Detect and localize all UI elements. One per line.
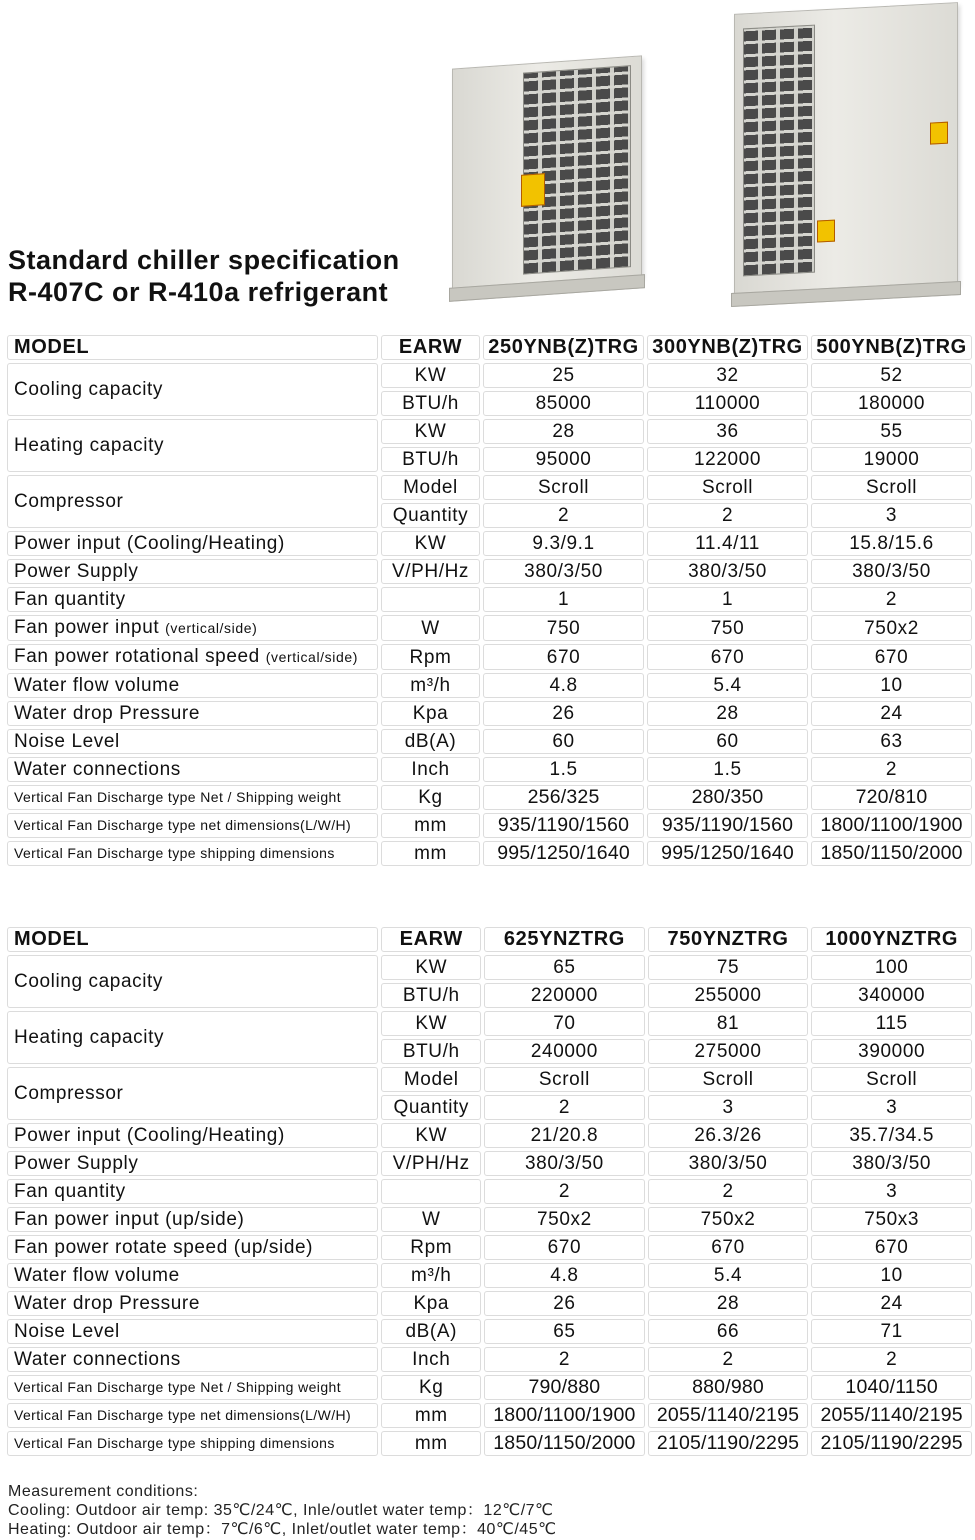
- table-row: [7, 1319, 972, 1344]
- row-unit: Model: [381, 1067, 481, 1092]
- row-label: [7, 757, 378, 782]
- cell-value: 26: [483, 701, 644, 726]
- cell-value: 670: [484, 1235, 645, 1260]
- model-name: 625YNZTRG: [484, 927, 645, 952]
- cell-value: 750x2: [811, 615, 972, 641]
- cell-value: 110000: [647, 391, 808, 416]
- row-unit: m³/h: [381, 673, 480, 698]
- cell-value: 2: [484, 1095, 645, 1120]
- row-unit: KW: [381, 531, 480, 556]
- row-label: [7, 531, 378, 556]
- row-unit: Rpm: [381, 644, 480, 670]
- cell-value: 36: [647, 419, 808, 444]
- title-line-1: Standard chiller specification: [8, 245, 400, 275]
- cell-value: Scroll: [648, 1067, 809, 1092]
- cell-value: 5.4: [648, 1263, 809, 1288]
- cell-value: 2: [648, 1347, 809, 1372]
- chiller-unit-photo-large: [734, 2, 958, 296]
- cell-value: 380/3/50: [484, 1151, 645, 1176]
- cell-value: 11.4/11: [647, 531, 808, 556]
- cell-value: 2: [484, 1179, 645, 1204]
- cell-value: 240000: [484, 1039, 645, 1064]
- row-unit: Quantity: [381, 1095, 481, 1120]
- row-label-text: Fan power rotational speed: [14, 646, 260, 667]
- cell-value: 995/1250/1640: [483, 841, 644, 866]
- cell-value: 122000: [647, 447, 808, 472]
- small-rows: [7, 1375, 972, 1456]
- row-label: [7, 1347, 378, 1372]
- cell-value: Scroll: [811, 1067, 972, 1092]
- row-label-text: Fan power rotate speed (up/side): [14, 1237, 314, 1258]
- cell-value: 750x2: [484, 1207, 645, 1232]
- row-unit: dB(A): [381, 1319, 481, 1344]
- cell-value: 28: [647, 701, 808, 726]
- cell-value: 21/20.8: [484, 1123, 645, 1148]
- row-unit: V/PH/Hz: [381, 559, 480, 584]
- model-name: 500YNB(Z)TRG: [811, 335, 972, 360]
- row-label: [7, 587, 378, 612]
- cell-value: 3: [811, 1179, 972, 1204]
- cell-value: 2: [811, 1347, 972, 1372]
- table-row: [7, 701, 972, 726]
- model-name: 1000YNZTRG: [811, 927, 972, 952]
- cell-value: 60: [647, 729, 808, 754]
- row-unit: mm: [381, 841, 480, 866]
- warning-label-icon: [817, 220, 835, 243]
- cell-value: 15.8/15.6: [811, 531, 972, 556]
- cell-value: 3: [648, 1095, 809, 1120]
- cell-value: 55: [811, 419, 972, 444]
- row-label: Vertical Fan Discharge type shipping dimensions: [7, 841, 378, 866]
- spec-table-1: [4, 332, 975, 869]
- row-unit: V/PH/Hz: [381, 1151, 481, 1176]
- row-label-text: Power input (Cooling/Heating): [14, 533, 285, 554]
- cell-value: 380/3/50: [483, 559, 644, 584]
- table-row: [7, 785, 972, 810]
- table-row: [7, 615, 972, 641]
- row-label: [7, 1151, 378, 1176]
- cell-value: 750x3: [811, 1207, 972, 1232]
- cell-value: 995/1250/1640: [647, 841, 808, 866]
- cell-value: 2105/1190/2295: [811, 1431, 972, 1456]
- cell-value: 790/880: [484, 1375, 645, 1400]
- row-label-text: Fan quantity: [14, 1181, 126, 1202]
- table-row: [7, 729, 972, 754]
- table-header-row: [7, 335, 972, 360]
- model-header: MODEL: [7, 927, 378, 952]
- cell-value: 2: [484, 1347, 645, 1372]
- cell-value: 10: [811, 1263, 972, 1288]
- table-row: [7, 1431, 972, 1456]
- cell-value: 935/1190/1560: [647, 813, 808, 838]
- cell-value: 2055/1140/2195: [811, 1403, 972, 1428]
- cell-value: 26: [484, 1291, 645, 1316]
- cell-value: 5.4: [647, 673, 808, 698]
- row-label: [7, 1319, 378, 1344]
- cell-value: 24: [811, 701, 972, 726]
- row-label-text: Water flow volume: [14, 675, 180, 696]
- cell-value: 1: [483, 587, 644, 612]
- cell-value: 670: [811, 1235, 972, 1260]
- cell-value: 750x2: [648, 1207, 809, 1232]
- cell-value: 280/350: [647, 785, 808, 810]
- cell-value: 720/810: [811, 785, 972, 810]
- table-row: [7, 841, 972, 866]
- row-label-text: Water flow volume: [14, 1265, 180, 1286]
- cell-value: 1800/1100/1900: [484, 1403, 645, 1428]
- row-unit: Inch: [381, 757, 480, 782]
- table-row: [7, 673, 972, 698]
- spec-table-2: [4, 924, 975, 1459]
- cell-value: 32: [647, 363, 808, 388]
- table-row: [7, 1347, 972, 1372]
- cell-value: 2: [811, 757, 972, 782]
- cell-value: 66: [648, 1319, 809, 1344]
- table-row: [7, 559, 972, 584]
- row-unit: W: [381, 1207, 481, 1232]
- cell-value: 2: [648, 1179, 809, 1204]
- cell-value: Scroll: [811, 475, 972, 500]
- row-unit: Kg: [381, 785, 480, 810]
- cell-value: 4.8: [483, 673, 644, 698]
- row-unit: W: [381, 615, 480, 641]
- row-label-text: Power Supply: [14, 1153, 139, 1174]
- cell-value: 1850/1150/2000: [484, 1431, 645, 1456]
- simple-rows: [7, 531, 972, 782]
- unit-header: EARW: [381, 335, 480, 360]
- row-label: [7, 1123, 378, 1148]
- row-label-text: Water drop Pressure: [14, 1293, 200, 1314]
- cell-value: 75: [648, 955, 809, 980]
- row-label-text: Noise Level: [14, 731, 120, 752]
- cell-value: 26.3/26: [648, 1123, 809, 1148]
- cell-value: 380/3/50: [811, 559, 972, 584]
- cell-value: 750: [483, 615, 644, 641]
- table-row: [7, 757, 972, 782]
- cell-value: 670: [647, 644, 808, 670]
- cell-value: 1: [647, 587, 808, 612]
- cell-value: 95000: [483, 447, 644, 472]
- row-unit: mm: [381, 813, 480, 838]
- cell-value: 390000: [811, 1039, 972, 1064]
- conditions-heating: Heating: Outdoor air temp：7℃/6℃, Inlet/outlet water temp：40℃/45℃: [8, 1521, 557, 1538]
- row-label: Heating capacity: [7, 1011, 378, 1064]
- row-label: Compressor: [7, 1067, 378, 1120]
- cell-value: 65: [484, 1319, 645, 1344]
- cell-value: 275000: [648, 1039, 809, 1064]
- cell-value: 70: [484, 1011, 645, 1036]
- small-rows: [7, 785, 972, 866]
- row-label-text: Fan power input (up/side): [14, 1209, 245, 1230]
- cell-value: 670: [483, 644, 644, 670]
- cell-value: 28: [483, 419, 644, 444]
- cell-value: Scroll: [484, 1067, 645, 1092]
- cell-value: 1850/1150/2000: [811, 841, 972, 866]
- table-row: [7, 1207, 972, 1232]
- cell-value: 115: [811, 1011, 972, 1036]
- cell-value: 19000: [811, 447, 972, 472]
- cell-value: 2055/1140/2195: [648, 1403, 809, 1428]
- row-unit: Kpa: [381, 1291, 481, 1316]
- table-row: [7, 1403, 972, 1428]
- model-name: 300YNB(Z)TRG: [647, 335, 808, 360]
- table-row: [7, 1067, 972, 1092]
- row-unit: BTU/h: [381, 391, 480, 416]
- row-label: [7, 559, 378, 584]
- cell-value: 35.7/34.5: [811, 1123, 972, 1148]
- row-label: [7, 729, 378, 754]
- row-label: [7, 673, 378, 698]
- cell-value: 9.3/9.1: [483, 531, 644, 556]
- table-row: [7, 1263, 972, 1288]
- cell-value: 28: [648, 1291, 809, 1316]
- row-label-text: Water drop Pressure: [14, 703, 200, 724]
- cell-value: 255000: [648, 983, 809, 1008]
- row-label: [7, 701, 378, 726]
- row-unit: KW: [381, 955, 481, 980]
- cell-value: 380/3/50: [811, 1151, 972, 1176]
- row-label-text: Power input (Cooling/Heating): [14, 1125, 285, 1146]
- table-row: [7, 1235, 972, 1260]
- row-unit: Kpa: [381, 701, 480, 726]
- cell-value: 2105/1190/2295: [648, 1431, 809, 1456]
- cell-value: 1.5: [483, 757, 644, 782]
- page-title: [8, 244, 400, 308]
- warning-label-icon: [930, 122, 948, 145]
- row-label: [7, 1207, 378, 1232]
- cell-value: 3: [811, 503, 972, 528]
- row-unit: dB(A): [381, 729, 480, 754]
- cell-value: 1.5: [647, 757, 808, 782]
- row-label: Heating capacity: [7, 419, 378, 472]
- warning-label-icon: [521, 173, 545, 207]
- row-unit: mm: [381, 1431, 481, 1456]
- cell-value: 24: [811, 1291, 972, 1316]
- row-label: Cooling capacity: [7, 955, 378, 1008]
- table-row: [7, 1123, 972, 1148]
- table-header-row: [7, 927, 972, 952]
- row-unit: KW: [381, 363, 480, 388]
- table-row: [7, 1291, 972, 1316]
- unit-base: [731, 281, 961, 307]
- model-name: 750YNZTRG: [648, 927, 809, 952]
- cell-value: 380/3/50: [648, 1151, 809, 1176]
- table-row: [7, 587, 972, 612]
- row-label: Vertical Fan Discharge type net dimensions(L/W/H): [7, 813, 378, 838]
- cell-value: Scroll: [647, 475, 808, 500]
- table-row: [7, 955, 972, 980]
- row-label: [7, 1179, 378, 1204]
- table-row: [7, 1375, 972, 1400]
- row-unit: KW: [381, 419, 480, 444]
- row-label-text: Water connections: [14, 1349, 181, 1370]
- unit-header: EARW: [381, 927, 481, 952]
- cell-value: 670: [648, 1235, 809, 1260]
- cell-value: 85000: [483, 391, 644, 416]
- cell-value: 1040/1150: [811, 1375, 972, 1400]
- row-unit: [381, 587, 480, 612]
- row-label: Vertical Fan Discharge type net dimensions(L/W/H): [7, 1403, 378, 1428]
- row-unit: Kg: [381, 1375, 481, 1400]
- table-row: [7, 475, 972, 500]
- table-row: [7, 531, 972, 556]
- conditions-cooling: Cooling: Outdoor air temp: 35℃/24℃, Inle/outlet water temp：12℃/7℃: [8, 1502, 554, 1519]
- simple-rows: [7, 1123, 972, 1372]
- row-label: Vertical Fan Discharge type Net / Shipping weight: [7, 1375, 378, 1400]
- row-unit: BTU/h: [381, 447, 480, 472]
- cell-value: 60: [483, 729, 644, 754]
- cell-value: 52: [811, 363, 972, 388]
- fan-grille: [523, 65, 631, 275]
- cell-value: 220000: [484, 983, 645, 1008]
- row-label: [7, 1263, 378, 1288]
- row-unit: KW: [381, 1123, 481, 1148]
- table-row: [7, 1179, 972, 1204]
- row-unit: KW: [381, 1011, 481, 1036]
- table-row: [7, 644, 972, 670]
- row-label-note: (vertical/side): [265, 649, 358, 665]
- cell-value: 880/980: [648, 1375, 809, 1400]
- row-label: Compressor: [7, 475, 378, 528]
- row-label: [7, 1235, 378, 1260]
- model-header: MODEL: [7, 335, 378, 360]
- row-label-text: Power Supply: [14, 561, 139, 582]
- cell-value: 340000: [811, 983, 972, 1008]
- cell-value: 2: [811, 587, 972, 612]
- cell-value: 380/3/50: [647, 559, 808, 584]
- row-label-text: Fan power input: [14, 617, 160, 638]
- row-label-text: Noise Level: [14, 1321, 120, 1342]
- cell-value: 2: [647, 503, 808, 528]
- row-unit: m³/h: [381, 1263, 481, 1288]
- row-unit: Model: [381, 475, 480, 500]
- row-unit: Quantity: [381, 503, 480, 528]
- model-name: 250YNB(Z)TRG: [483, 335, 644, 360]
- cell-value: 180000: [811, 391, 972, 416]
- cell-value: 750: [647, 615, 808, 641]
- table-row: [7, 1011, 972, 1036]
- row-label-text: Water connections: [14, 759, 181, 780]
- row-unit: BTU/h: [381, 983, 481, 1008]
- row-label: Vertical Fan Discharge type Net / Shipping weight: [7, 785, 378, 810]
- row-unit: mm: [381, 1403, 481, 1428]
- row-unit: [381, 1179, 481, 1204]
- title-line-2: R-407C or R-410a refrigerant: [8, 277, 389, 307]
- table-row: [7, 813, 972, 838]
- cell-value: 4.8: [484, 1263, 645, 1288]
- cell-value: 81: [648, 1011, 809, 1036]
- table-row: [7, 363, 972, 388]
- row-label: Vertical Fan Discharge type shipping dimensions: [7, 1431, 378, 1456]
- cell-value: 2: [483, 503, 644, 528]
- chiller-unit-photo-small: [452, 55, 642, 290]
- fan-grille: [743, 25, 815, 277]
- cell-value: 1800/1100/1900: [811, 813, 972, 838]
- cell-value: 10: [811, 673, 972, 698]
- row-label-text: Fan quantity: [14, 589, 126, 610]
- conditions-heading: Measurement conditions:: [8, 1483, 199, 1500]
- unit-base: [449, 274, 645, 302]
- row-unit: Rpm: [381, 1235, 481, 1260]
- row-unit: Inch: [381, 1347, 481, 1372]
- row-unit: BTU/h: [381, 1039, 481, 1064]
- cell-value: 25: [483, 363, 644, 388]
- table-row: [7, 1151, 972, 1176]
- row-label: [7, 615, 378, 641]
- cell-value: 935/1190/1560: [483, 813, 644, 838]
- cell-value: Scroll: [483, 475, 644, 500]
- row-label-note: (vertical/side): [165, 620, 258, 636]
- cell-value: 670: [811, 644, 972, 670]
- cell-value: 71: [811, 1319, 972, 1344]
- row-label: Cooling capacity: [7, 363, 378, 416]
- measurement-conditions: [8, 1482, 557, 1539]
- row-label: [7, 644, 378, 670]
- cell-value: 100: [811, 955, 972, 980]
- row-label: [7, 1291, 378, 1316]
- cell-value: 63: [811, 729, 972, 754]
- cell-value: 3: [811, 1095, 972, 1120]
- cell-value: 256/325: [483, 785, 644, 810]
- table-row: [7, 419, 972, 444]
- cell-value: 65: [484, 955, 645, 980]
